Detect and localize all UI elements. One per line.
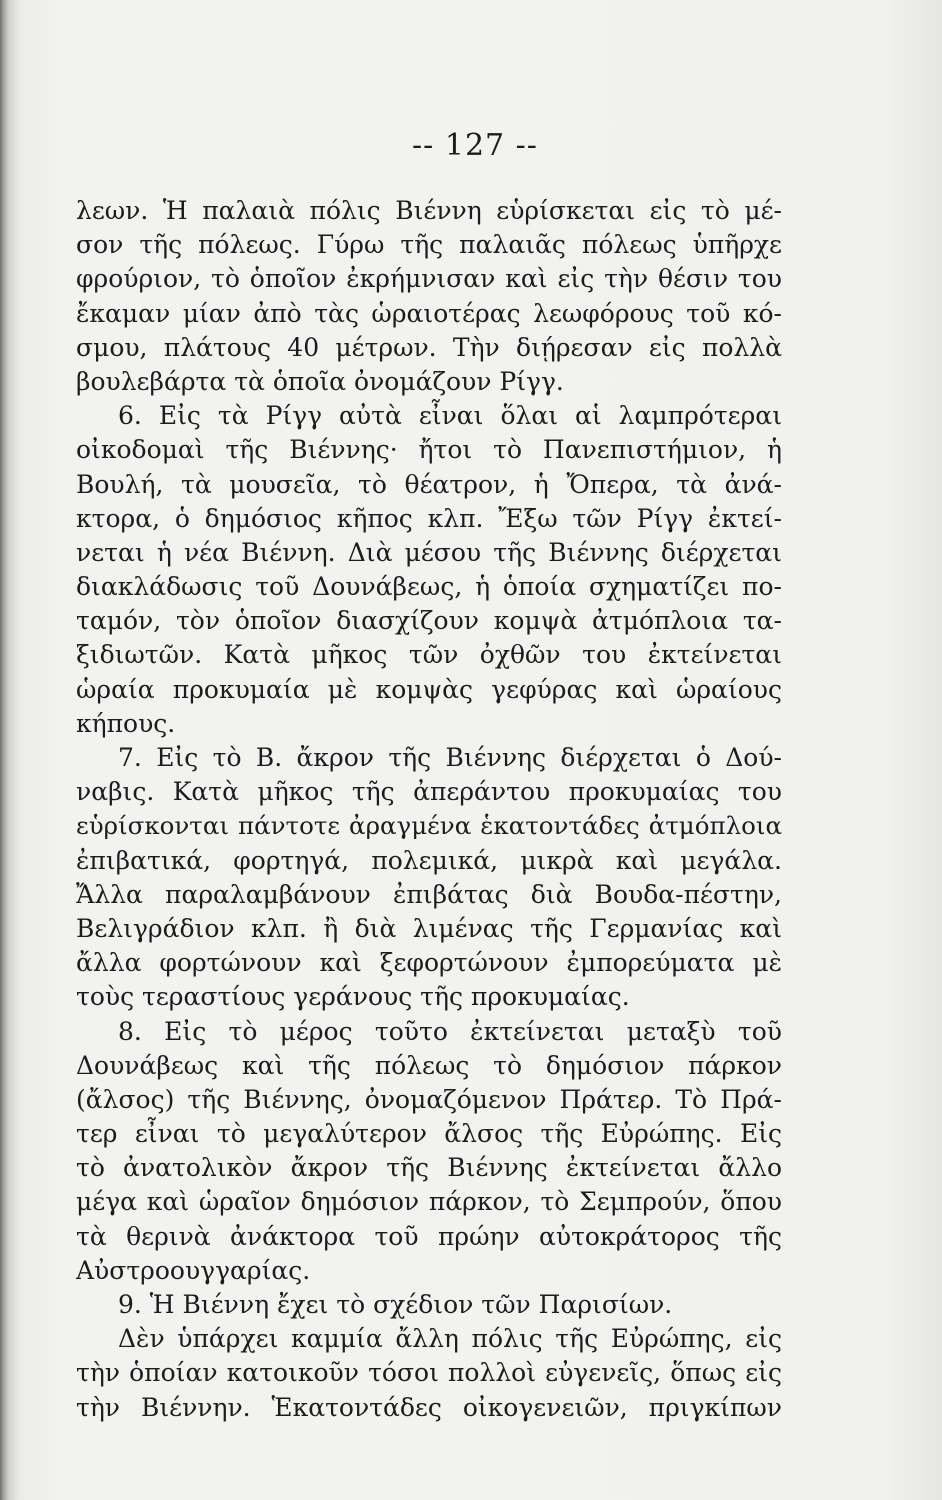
text-line: ἔκαμαν μίαν ἀπὸ τὰς ὡραιοτέρας λεωφόρους τοῦ κό- bbox=[76, 298, 782, 328]
text-line: 8. Εἰς τὸ μέρος τοῦτο ἐκτείνεται μεταξὺ τοῦ bbox=[118, 1016, 782, 1046]
text-line: Αὐστροουγγαρίας. bbox=[76, 1255, 311, 1285]
text-line: Δουνάβεως καὶ τῆς πόλεως τὸ δημόσιον πάρκον bbox=[76, 1050, 782, 1080]
text-line: οἰκοδομαὶ τῆς Βιέννης· ἤτοι τὸ Πανεπιστήμιον, ἡ bbox=[76, 435, 782, 465]
text-line: 6. Εἰς τὰ Ρίγγ αὐτὰ εἶναι ὅλαι αἱ λαμπρότεραι bbox=[118, 401, 782, 431]
text-line: Δὲν ὑπάρχει καμμία ἄλλη πόλις τῆς Εὐρώπης, εἰς bbox=[118, 1324, 782, 1354]
text-line: φρούριον, τὸ ὁποῖον ἐκρήμνισαν καὶ εἰς τὴν θέσιν του bbox=[76, 264, 782, 294]
page-number: -- 127 -- bbox=[412, 128, 538, 163]
text-line: τὴν Βιέννην. Ἑκατοντάδες οἰκογενειῶν, πριγκίπων bbox=[76, 1392, 782, 1422]
text-line: ἄλλα φορτώνουν καὶ ξεφορτώνουν ἐμπορεύματα μὲ bbox=[76, 948, 782, 978]
text-line: Βουλή, τὰ μουσεῖα, τὸ θέατρον, ἡ Ὄπερα, τὰ ἀνά- bbox=[76, 469, 782, 499]
body-text bbox=[76, 194, 782, 1425]
text-line: (ἄλσος) τῆς Βιέννης, ὀνομαζόμενον Πράτερ. Τὸ Πρά- bbox=[76, 1084, 782, 1114]
text-line: ἐπιβατικά, φορτηγά, πολεμικά, μικρὰ καὶ μεγάλα. bbox=[76, 845, 782, 875]
text-line: Ἄλλα παραλαμβάνουν ἐπιβάτας διὰ Βουδα-πέστην, bbox=[76, 879, 782, 909]
text-line: τὰ θερινὰ ἀνάκτορα τοῦ πρώην αὐτοκράτορος τῆς bbox=[76, 1221, 782, 1251]
text-line: μέγα καὶ ὡραῖον δημόσιον πάρκον, τὸ Σεμπρούν, ὅπου bbox=[76, 1187, 782, 1217]
text-line: κτορα, ὁ δημόσιος κῆπος κλπ. Ἔξω τῶν Ρίγγ ἐκτεί- bbox=[76, 503, 782, 533]
text-line: τοὺς τεραστίους γεράνους τῆς προκυμαίας. bbox=[76, 982, 630, 1012]
text-line: νεται ἡ νέα Βιέννη. Διὰ μέσου τῆς Βιέννης διέρχεται bbox=[76, 537, 782, 567]
text-line: σον τῆς πόλεως. Γύρω τῆς παλαιᾶς πόλεως ὑπῆρχε bbox=[76, 230, 782, 260]
page-binding-edge bbox=[0, 0, 18, 1500]
text-line: ὡραία προκυμαία μὲ κομψὰς γεφύρας καὶ ὡραίους bbox=[76, 674, 782, 704]
text-line: βουλεβάρτα τὰ ὁποῖα ὀνομάζουν Ρίγγ. bbox=[76, 366, 564, 396]
text-line: τὸ ἀνατολικὸν ἄκρον τῆς Βιέννης ἐκτείνεται ἄλλο bbox=[76, 1153, 782, 1183]
text-line: ξιδιωτῶν. Κατὰ μῆκος τῶν ὀχθῶν του ἐκτείνεται bbox=[76, 640, 782, 670]
text-line: 7. Εἰς τὸ Β. ἄκρον τῆς Βιέννης διέρχεται ὁ Δού- bbox=[118, 743, 782, 772]
text-line: κήπους. bbox=[76, 708, 176, 738]
text-line: διακλάδωσις τοῦ Δουνάβεως, ἡ ὁποία σχηματίζει πο- bbox=[76, 572, 782, 602]
text-line: τερ εἶναι τὸ μεγαλύτερον ἄλσος τῆς Εὐρώπης. Εἰς bbox=[76, 1119, 782, 1149]
text-line: τὴν ὁποίαν κατοικοῦν τόσοι πολλοὶ εὐγενεῖς, ὅπως εἰς bbox=[76, 1358, 782, 1388]
text-line: 9. Ἡ Βιέννη ἔχει τὸ σχέδιον τῶν Παρισίων. bbox=[118, 1290, 673, 1319]
text-line: Βελιγράδιον κλπ. ἢ διὰ λιμένας τῆς Γερμανίας καὶ bbox=[76, 913, 782, 943]
text-line: εὑρίσκονται πάντοτε ἀραγμένα ἑκατοντάδες ἀτμόπλοια bbox=[76, 811, 782, 841]
text-line: ναβις. Κατὰ μῆκος τῆς ἀπεράντου προκυμαίας του bbox=[76, 777, 782, 807]
text-line: σμου, πλάτους 40 μέτρων. Τὴν διῄρεσαν εἰς πολλὰ bbox=[76, 332, 782, 362]
text-line: ταμόν, τὸν ὁποῖον διασχίζουν κομψὰ ἀτμόπλοια τα- bbox=[76, 606, 782, 636]
text-line: λεων. Ἡ παλαιὰ πόλις Βιέννη εὑρίσκεται εἰς τὸ μέ- bbox=[76, 196, 782, 225]
